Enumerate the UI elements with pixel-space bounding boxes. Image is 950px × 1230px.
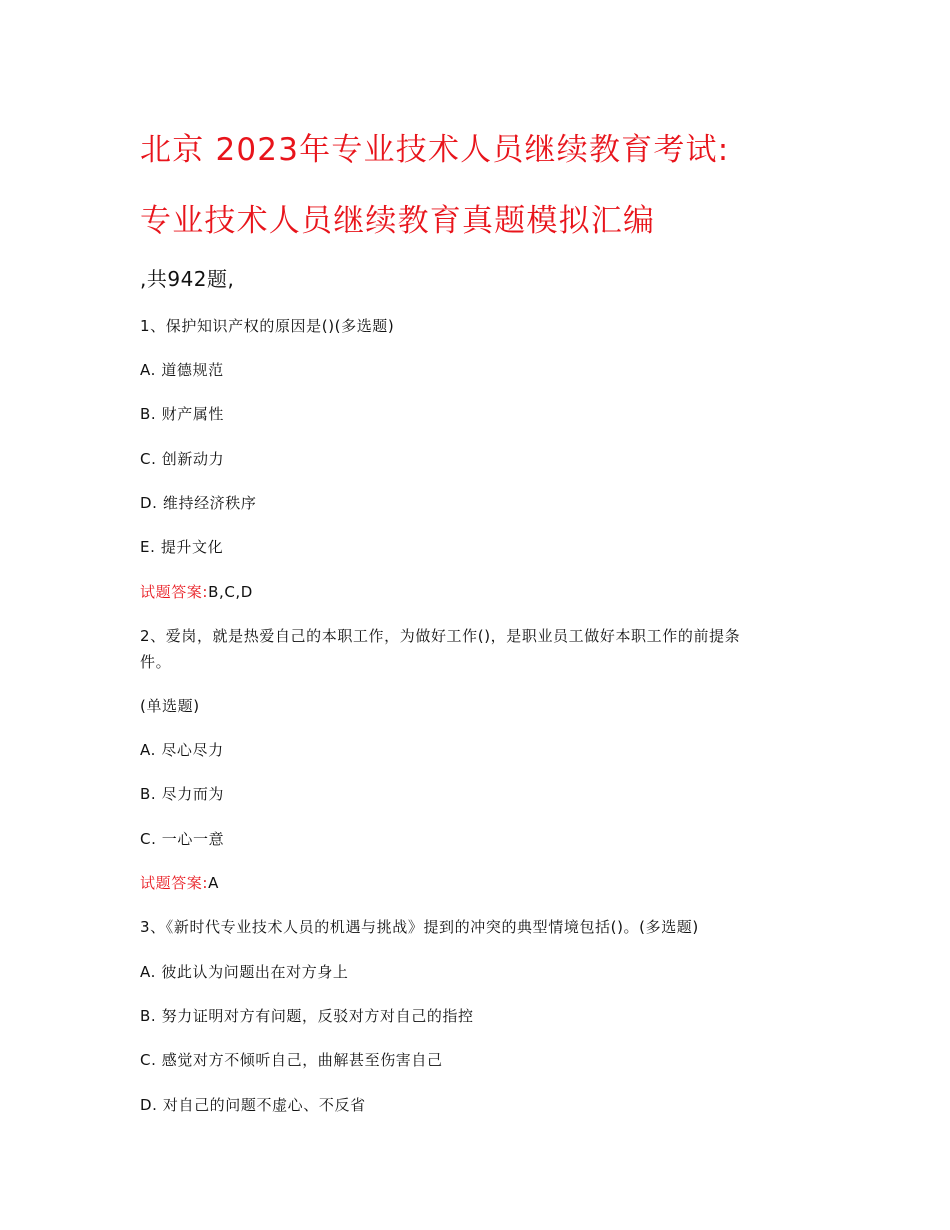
question-2-stem-line-1: 2、爱岗，就是热爱自己的本职工作，为做好工作()，是职业员工做好本职工作的前提条 [140,627,741,645]
question-1-option-d: D. 维持经济秩序 [140,494,257,512]
answer-label: 试题答案: [140,874,209,892]
question-1-stem: 1、保护知识产权的原因是()(多选题) [140,317,395,335]
question-2-option-b: B. 尽力而为 [140,785,225,803]
question-3-option-b: B. 努力证明对方有问题，反驳对方对自己的指控 [140,1007,474,1025]
question-1-option-e: E. 提升文化 [140,538,224,556]
question-3-option-c: C. 感觉对方不倾听自己，曲解甚至伤害自己 [140,1051,443,1069]
question-1-answer [140,581,253,602]
question-1-option-b: B. 财产属性 [140,405,225,423]
question-1-option-c: C. 创新动力 [140,450,225,468]
question-3-stem: 3、《新时代专业技术人员的机遇与挑战》提到的冲突的典型情境包括()。(多选题) [140,918,699,936]
question-1-option-a: A. 道德规范 [140,361,224,379]
answer-label: 试题答案: [140,583,209,601]
question-2-stem-line-2: 件。 [140,653,172,671]
question-3-option-a: A. 彼此认为问题出在对方身上 [140,963,349,981]
question-2-answer [140,872,219,893]
document-title-line-2: 专业技术人员继续教育真题模拟汇编 [140,203,656,239]
answer-value: A [208,874,219,892]
document-title-line-1: 北京 2023年专业技术人员继续教育考试: [140,132,730,168]
total-question-count: ,共942题, [140,267,235,291]
question-2-type-note: (单选题) [140,697,200,715]
answer-value: B,C,D [208,583,253,601]
question-3-option-d: D. 对自己的问题不虚心、不反省 [140,1096,366,1114]
question-2-option-a: A. 尽心尽力 [140,741,224,759]
question-2-option-c: C. 一心一意 [140,830,225,848]
